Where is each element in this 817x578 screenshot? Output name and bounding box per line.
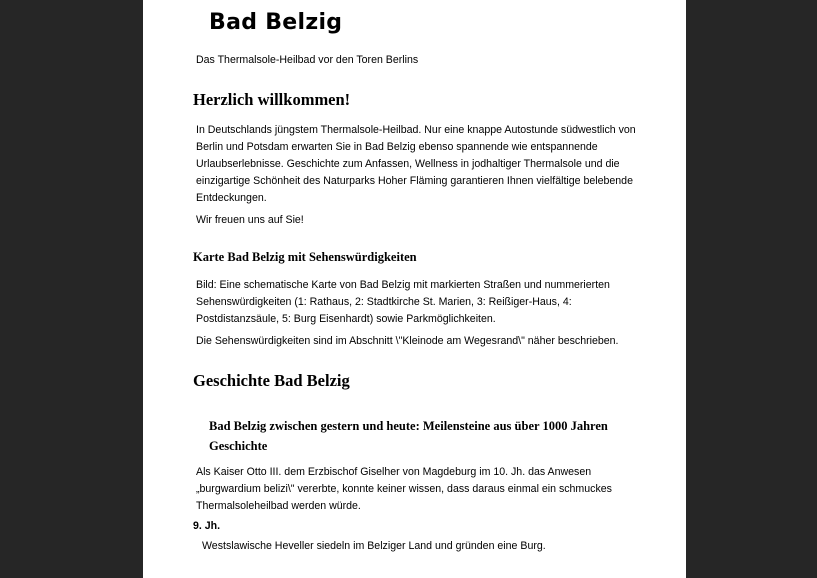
map-heading: Karte Bad Belzig mit Sehenswürdigkeiten xyxy=(193,250,417,264)
history-intro: Als Kaiser Otto III. dem Erzbischof Giselher von Magdeburg im 10. Jh. das Anwesen „burgwardium belizi\" vererbte, konnte keiner wissen, dass daraus einmal ein schmuckes Thermalsoleheilbad werden würde. xyxy=(196,466,612,512)
map-note: Die Sehenswürdigkeiten sind im Abschnitt \"Kleinode am Wegesrand\" näher beschrieben. xyxy=(196,335,619,347)
timeline-description: Westslawische Heveller siedeln im Belziger Land und gründen eine Burg. xyxy=(202,540,546,552)
site-tagline: Das Thermalsole-Heilbad vor den Toren Berlins xyxy=(196,54,419,66)
site-title: Bad Belzig xyxy=(209,10,343,35)
welcome-paragraph: In Deutschlands jüngstem Thermalsole-Heilbad. Nur eine knappe Autostunde südwestlich von Berlin und Potsdam erwarten Sie in Bad Belzig ebenso spannende wie entspannende Urlaubserlebnisse. Geschichte zum Anfassen, Wellness in jodhaltiger Thermalsole und die einzigartige Schönheit des Naturparks Hoher Fläming garantieren Ihnen vielfältige belebende Entdeckungen. xyxy=(196,124,636,204)
history-subheading: Bad Belzig zwischen gestern und heute: Meilensteine aus über 1000 Jahren Geschichte xyxy=(209,419,608,453)
map-image-description: Bild: Eine schematische Karte von Bad Belzig mit markierten Straßen und nummerierten Sehenswürdigkeiten (1: Rathaus, 2: Stadtkirche St. Marien, 3: Reißiger-Haus, 4: Postdistanzsäule, 5: Burg Eisenhardt) sowie Parkmöglichkeiten. xyxy=(196,279,610,325)
welcome-closing: Wir freuen uns auf Sie! xyxy=(196,214,304,226)
welcome-heading: Herzlich willkommen! xyxy=(193,90,351,109)
timeline-year: 9. Jh. xyxy=(193,520,221,532)
history-heading: Geschichte Bad Belzig xyxy=(193,371,350,390)
document-page xyxy=(143,0,686,578)
